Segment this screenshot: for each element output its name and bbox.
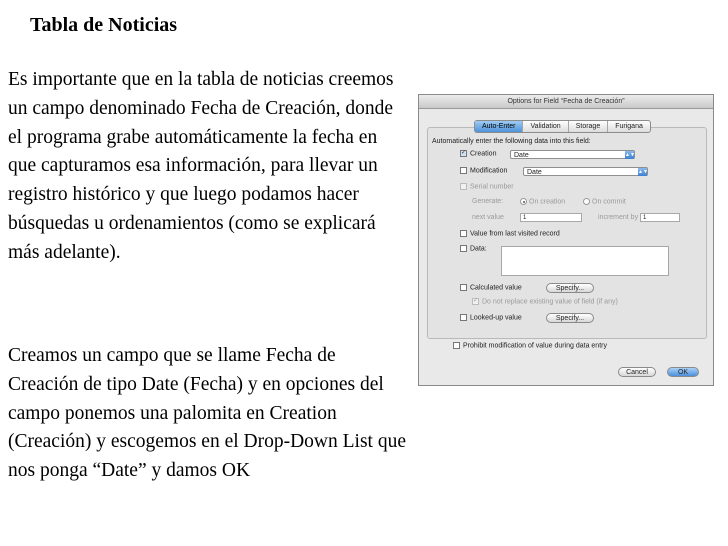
generate-label: Generate: [472,198,504,205]
prohibit-option[interactable] [453,342,607,349]
serial-option[interactable] [460,183,514,190]
on-commit-label: On commit [592,198,626,206]
looked-up-checkbox[interactable] [460,314,467,321]
calculated-label: Calculated value [470,284,522,292]
prohibit-label: Prohibit modification of value during data entry [463,342,607,350]
radio-icon [520,198,527,205]
creation-label: Creation [470,150,497,158]
data-label: Data: [470,245,487,253]
calculated-option[interactable] [460,284,522,291]
last-visited-option[interactable] [460,230,560,237]
last-visited-label: Value from last visited record [470,230,560,238]
ok-button[interactable]: OK [667,367,699,377]
do-not-replace-option[interactable] [472,298,618,305]
creation-select-value: Date [514,152,529,159]
serial-checkbox[interactable] [460,183,467,190]
last-visited-checkbox[interactable] [460,230,467,237]
creation-checkbox[interactable]: ✓ [461,150,467,156]
looked-up-specify-button[interactable]: Specify... [546,313,594,323]
modification-select-value: Date [527,169,542,176]
tab-furigana[interactable]: Furigana [615,123,643,130]
creation-select[interactable] [510,150,635,159]
looked-up-label: Looked-up value [470,314,522,322]
increment-input[interactable]: 1 [640,213,680,222]
dialog-tabs [474,120,651,133]
tab-storage[interactable]: Storage [569,121,609,132]
prohibit-checkbox[interactable] [453,342,460,349]
on-creation-radio[interactable] [520,198,565,205]
next-value-input[interactable]: 1 [520,213,582,222]
field-options-dialog [418,94,714,386]
data-textarea[interactable] [501,246,669,276]
increment-label: increment by [598,214,639,221]
tab-auto-enter[interactable]: Auto-Enter [475,121,523,132]
on-commit-radio[interactable] [583,198,626,205]
do-not-replace-checkbox[interactable]: ✓ [473,298,479,304]
modification-label: Modification [470,167,508,175]
calculated-specify-button[interactable]: Specify... [546,283,594,293]
tab-validation[interactable]: Validation [523,121,568,132]
calculated-checkbox[interactable] [460,284,467,291]
dialog-title: Options for Field “Fecha de Creación” [419,95,713,109]
data-checkbox[interactable] [460,245,467,252]
modification-select[interactable] [523,167,648,176]
instruction-label: Automatically enter the following data into this field: [432,138,591,145]
data-option[interactable] [460,245,487,252]
do-not-replace-label: Do not replace existing value of field (if any) [482,298,618,306]
instructions-paragraph: Creamos un campo que se llame Fecha de Creación de tipo Date (Fecha) y en opciones del campo ponemos una palomita en Creation (Creación) y escogemos en el Drop-Down List que nos ponga “Date” y damos OK [8,345,407,482]
page-title: Tabla de Noticias [30,14,178,36]
cancel-button[interactable]: Cancel [618,367,656,377]
on-creation-label: On creation [529,198,566,206]
auto-enter-panel [427,127,707,339]
creation-option[interactable] [460,150,496,157]
chevron-updown-icon: ▲▼ [625,152,635,158]
serial-label: Serial number [470,183,514,191]
looked-up-option[interactable] [460,314,522,321]
chevron-updown-icon: ▲▼ [638,169,648,175]
modification-checkbox[interactable] [460,167,467,174]
radio-icon [583,198,590,205]
modification-option[interactable] [460,167,507,174]
intro-paragraph: Es importante que en la tabla de noticias creemos un campo denominado Fecha de Creación, donde el programa grabe automáticamente la fecha en que capturamos esa información, para llevar un registro histórico y que luego podamos hacer búsquedas u ordenamientos (como se explicará más adelante). [8,69,394,263]
next-value-label: next value [472,214,504,221]
